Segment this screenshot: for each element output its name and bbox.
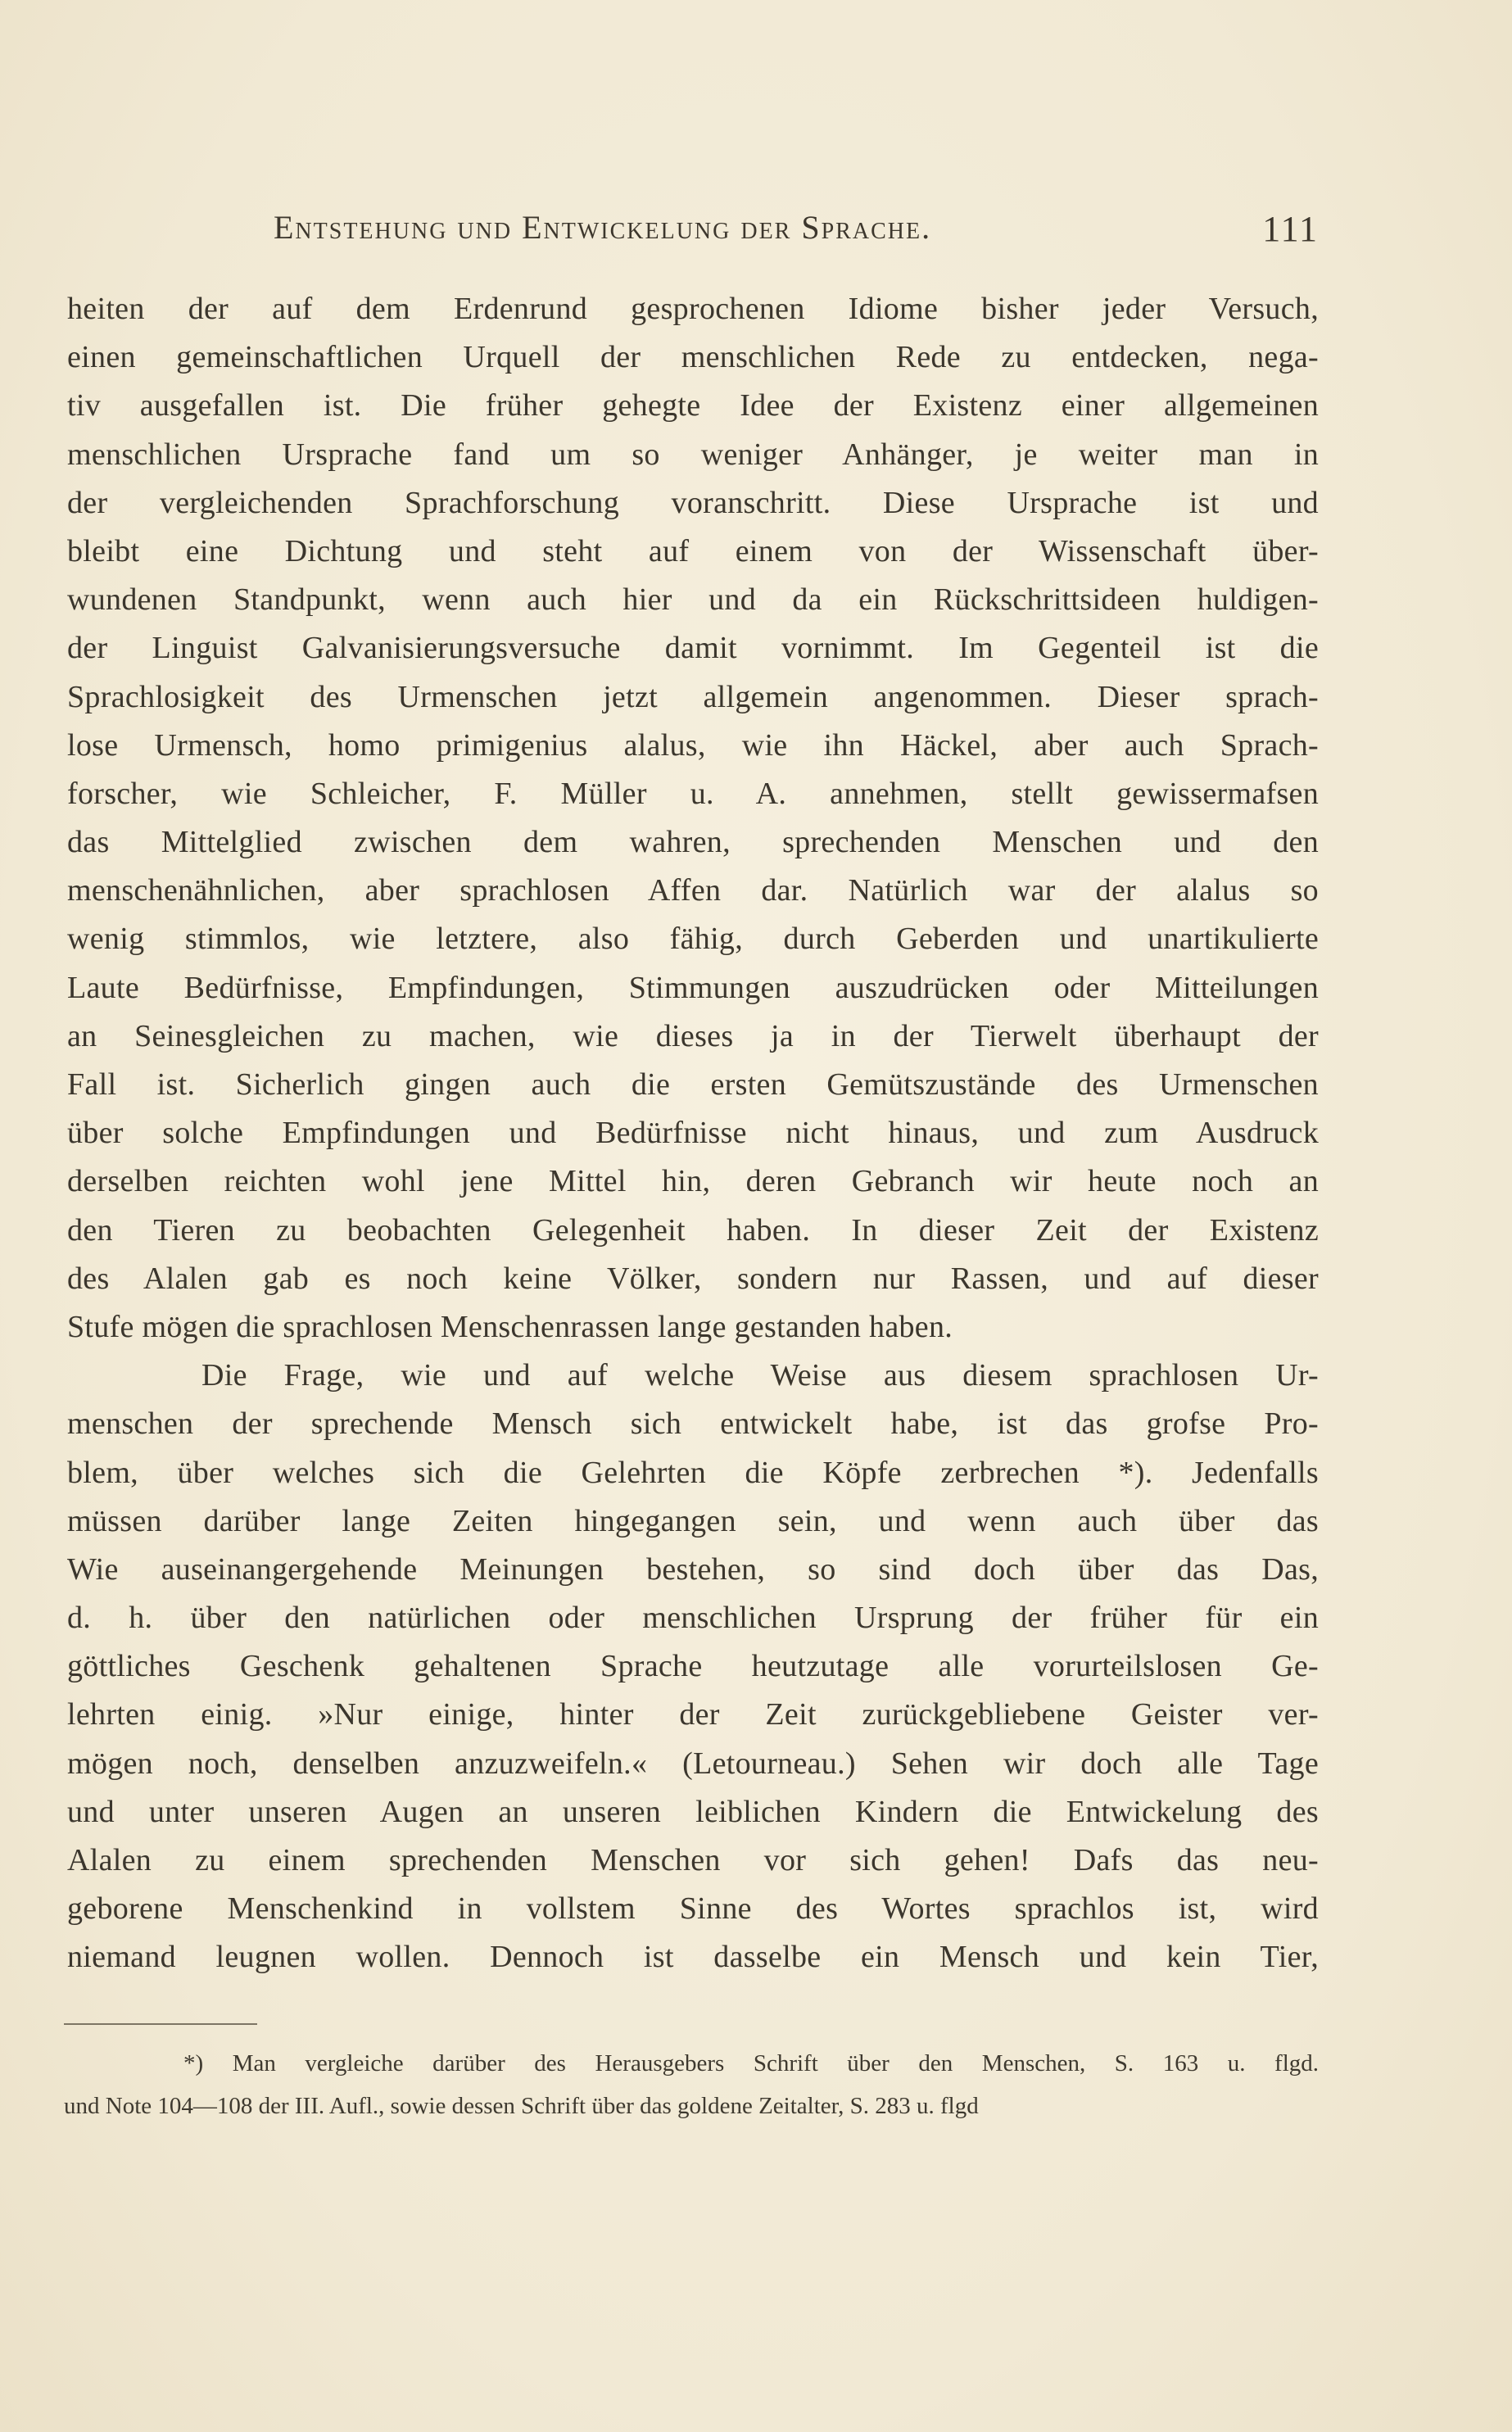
footnote-line: und Note 104—108 der III. Aufl., sowie dessen Schrift über das goldene Zeitalter, S. 283 u. flgd xyxy=(64,2093,979,2119)
text-line: göttliches Geschenk gehaltenen Sprache heutzutage alle vorurteilslosen Ge- xyxy=(67,1649,1319,1684)
text-line-paragraph-end: Stufe mögen die sprachlosen Menschenrassen lange gestanden haben. xyxy=(67,1309,953,1344)
footnote xyxy=(64,2042,1319,2127)
text-line: derselben reichten wohl jene Mittel hin, deren Gebranch wir heute noch an xyxy=(67,1164,1319,1199)
text-line: mögen noch, denselben anzuzweifeln.« (Letourneau.) Sehen wir doch alle Tage xyxy=(67,1746,1319,1781)
text-line: menschenähnlichen, aber sprachlosen Affen dar. Natürlich war der alalus so xyxy=(67,873,1319,908)
text-line: Laute Bedürfnisse, Empfindungen, Stimmungen auszudrücken oder Mitteilungen xyxy=(67,970,1319,1005)
text-line: einen gemeinschaftlichen Urquell der menschlichen Rede zu entdecken, nega- xyxy=(67,340,1319,375)
text-line: Sprachlosigkeit des Urmenschen jetzt allgemein angenommen. Dieser sprach- xyxy=(67,679,1319,714)
page-number: 111 xyxy=(1262,209,1319,249)
text-line: geborene Menschenkind in vollstem Sinne des Wortes sprachlos ist, wird xyxy=(67,1891,1319,1927)
text-line: Alalen zu einem sprechenden Menschen vor sich gehen! Dafs das neu- xyxy=(67,1843,1319,1877)
text-line: müssen darüber lange Zeiten hingegangen sein, und wenn auch über das xyxy=(67,1503,1319,1538)
text-line: und unter unseren Augen an unseren leiblichen Kindern die Entwickelung des xyxy=(67,1794,1319,1829)
text-line: an Seinesgleichen zu machen, wie dieses ja in der Tierwelt überhaupt der xyxy=(67,1018,1319,1053)
text-line-paragraph-start: Die Frage, wie und auf welche Weise aus diesem sprachlosen Ur- xyxy=(201,1358,1319,1393)
text-line: niemand leugnen wollen. Dennoch ist dasselbe ein Mensch und kein Tier, xyxy=(67,1940,1319,1975)
text-line: menschlichen Ursprache fand um so weniger Anhänger, je weiter man in xyxy=(67,437,1319,472)
text-line: heiten der auf dem Erdenrund gesprochenen Idiome bisher jeder Versuch, xyxy=(67,292,1319,326)
text-line: über solche Empfindungen und Bedürfnisse nicht hinaus, und zum Ausdruck xyxy=(67,1116,1319,1151)
text-line: tiv ausgefallen ist. Die früher gehegte Idee der Existenz einer allgemeinen xyxy=(67,388,1319,423)
body-text xyxy=(67,285,1319,1982)
text-line: lehrten einig. »Nur einige, hinter der Zeit zurückgebliebene Geister ver- xyxy=(67,1697,1319,1732)
text-line: menschen der sprechende Mensch sich entwickelt habe, ist das grofse Pro- xyxy=(67,1406,1319,1442)
text-line: das Mittelglied zwischen dem wahren, sprechenden Menschen und den xyxy=(67,825,1319,860)
text-line: d. h. über den natürlichen oder menschlichen Ursprung der früher für ein xyxy=(67,1601,1319,1636)
text-line: wenig stimmlos, wie letztere, also fähig, durch Geberden und unartikulierte xyxy=(67,922,1319,957)
text-line: wundenen Standpunkt, wenn auch hier und da ein Rückschrittsideen huldigen- xyxy=(67,582,1319,618)
text-line: blem, über welches sich die Gelehrten die Köpfe zerbrechen *). Jedenfalls xyxy=(67,1455,1319,1490)
running-title: Entstehung und Entwickelung der Sprache. xyxy=(274,209,932,246)
footnote-divider xyxy=(64,2023,257,2025)
text-line: den Tieren zu beobachten Gelegenheit haben. In dieser Zeit der Existenz xyxy=(67,1212,1319,1248)
text-line: der vergleichenden Sprachforschung voranschritt. Diese Ursprache ist und xyxy=(67,485,1319,520)
text-line: forscher, wie Schleicher, F. Müller u. A. annehmen, stellt gewissermafsen xyxy=(67,776,1319,811)
text-line: bleibt eine Dichtung und steht auf einem von der Wissenschaft über- xyxy=(67,533,1319,568)
text-line: des Alalen gab es noch keine Völker, sondern nur Rassen, und auf dieser xyxy=(67,1261,1319,1296)
text-line: Fall ist. Sicherlich gingen auch die ersten Gemütszustände des Urmenschen xyxy=(67,1067,1319,1102)
running-head xyxy=(67,203,1319,252)
text-line: der Linguist Galvanisierungsversuche damit vornimmt. Im Gegenteil ist die xyxy=(67,631,1319,666)
text-line: lose Urmensch, homo primigenius alalus, wie ihn Häckel, aber auch Sprach- xyxy=(67,727,1319,763)
text-line: Wie auseinangergehende Meinungen bestehen, so sind doch über das Das, xyxy=(67,1551,1319,1587)
footnote-line: *) Man vergleiche darüber des Herausgebers Schrift über den Menschen, S. 163 u. flgd. xyxy=(183,2050,1319,2076)
